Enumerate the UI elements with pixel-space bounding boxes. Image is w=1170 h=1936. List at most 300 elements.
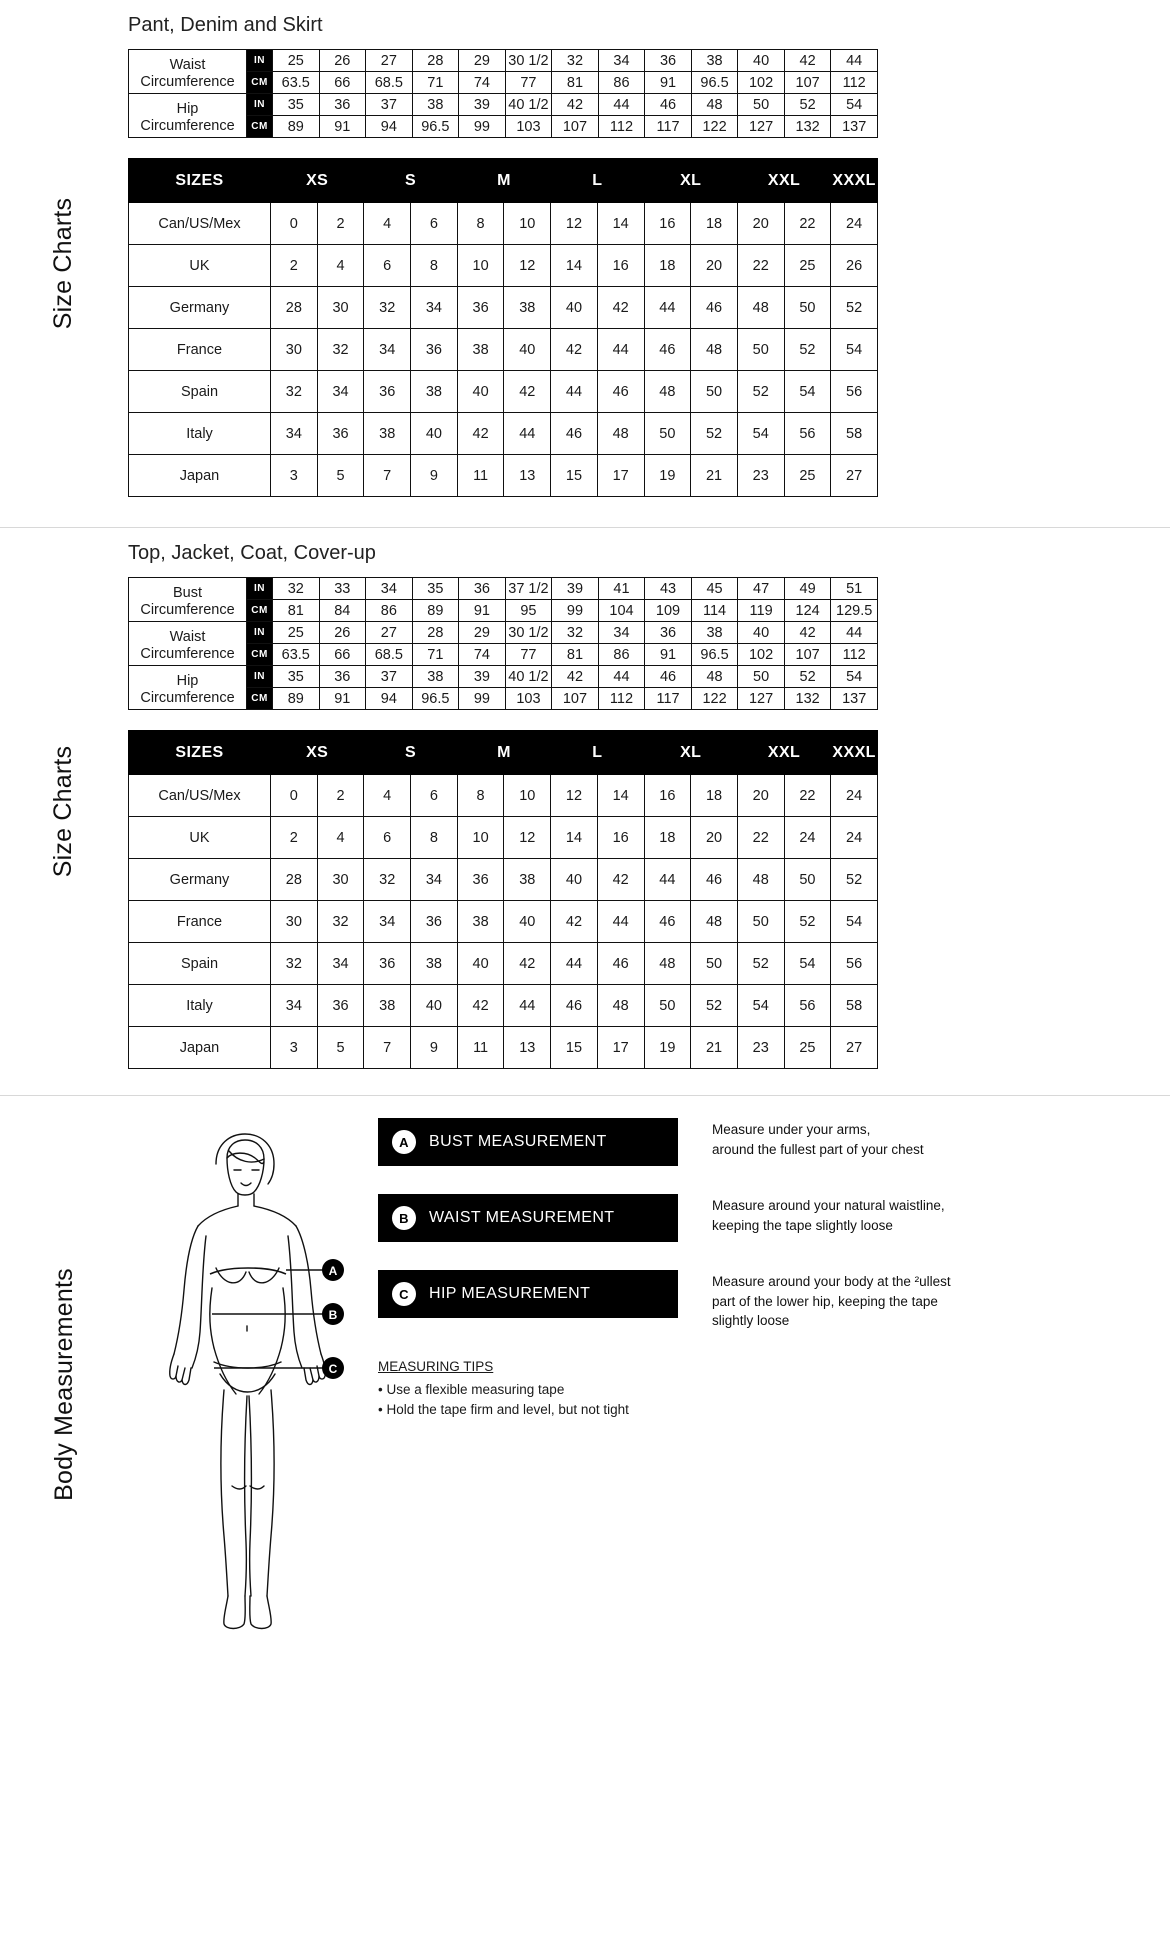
measurement-cell: 34: [366, 578, 413, 600]
size-group-header: M: [457, 731, 550, 775]
measurement-cell: 102: [738, 644, 785, 666]
measurement-cell: 89: [412, 600, 459, 622]
size-value-cell: 42: [551, 901, 598, 943]
size-value-cell: 24: [831, 775, 878, 817]
size-value-cell: 18: [644, 245, 691, 287]
measurement-cell: 91: [319, 116, 366, 138]
size-value-cell: 50: [644, 413, 691, 455]
size-value-cell: 17: [597, 455, 644, 497]
measurement-cell: 99: [552, 600, 599, 622]
size-value-cell: 3: [271, 455, 318, 497]
size-group-header: XS: [271, 731, 364, 775]
size-value-cell: 34: [317, 943, 364, 985]
measurement-cell: 35: [273, 666, 320, 688]
size-value-cell: 15: [551, 1027, 598, 1069]
measurement-cell: 81: [552, 72, 599, 94]
unit-label-in: IN: [247, 50, 273, 72]
measurement-badge: C: [392, 1282, 416, 1306]
size-value-cell: 22: [784, 203, 831, 245]
measurement-cell: 96.5: [691, 644, 738, 666]
measurement-cell: 66: [319, 644, 366, 666]
table-row: [129, 455, 878, 497]
size-value-cell: 23: [737, 1027, 784, 1069]
measurement-cell: 51: [831, 578, 878, 600]
size-value-cell: 40: [457, 943, 504, 985]
measurement-cell: 109: [645, 600, 692, 622]
measurement-cell: 107: [552, 116, 599, 138]
measurement-cell: 122: [691, 116, 738, 138]
size-value-cell: 46: [644, 329, 691, 371]
measurement-cell: 42: [784, 50, 831, 72]
measurement-cell: 36: [459, 578, 506, 600]
measurement-cell: 44: [831, 50, 878, 72]
measurement-cell: 91: [459, 600, 506, 622]
unit-label-cm: CM: [247, 72, 273, 94]
measurement-cell: 81: [273, 600, 320, 622]
measurement-row-in: [129, 666, 878, 688]
size-value-cell: 32: [317, 901, 364, 943]
size-value-cell: 20: [737, 775, 784, 817]
size-value-cell: 25: [784, 455, 831, 497]
size-value-cell: 48: [737, 859, 784, 901]
table-row: [129, 287, 878, 329]
measurement-cell: 71: [412, 72, 459, 94]
size-value-cell: 56: [831, 943, 878, 985]
section-pant-denim-skirt: [0, 0, 1170, 528]
size-value-cell: 54: [784, 943, 831, 985]
measurement-cell: 89: [273, 688, 320, 710]
side-label-text: Body Measurements: [49, 1268, 78, 1501]
size-value-cell: 40: [457, 371, 504, 413]
measurement-cell: 44: [831, 622, 878, 644]
size-value-cell: 46: [551, 413, 598, 455]
size-value-cell: 40: [504, 901, 551, 943]
measurement-row-in: [129, 622, 878, 644]
measurement-cell: 34: [598, 50, 645, 72]
size-value-cell: 42: [551, 329, 598, 371]
measurement-cell: 40 1/2: [505, 94, 552, 116]
size-value-cell: 22: [737, 817, 784, 859]
size-value-cell: 26: [831, 245, 878, 287]
measurement-cell: 81: [552, 644, 599, 666]
side-label-size-charts-1: [0, 0, 128, 527]
measurement-cell: 54: [831, 666, 878, 688]
size-value-cell: 10: [504, 203, 551, 245]
size-value-cell: 54: [737, 985, 784, 1027]
size-value-cell: 44: [504, 413, 551, 455]
size-value-cell: 24: [831, 817, 878, 859]
size-value-cell: 48: [597, 985, 644, 1027]
size-value-cell: 27: [831, 1027, 878, 1069]
size-value-cell: 38: [457, 901, 504, 943]
region-label: Germany: [129, 287, 271, 329]
size-value-cell: 40: [411, 413, 458, 455]
measurement-cell: 35: [273, 94, 320, 116]
size-value-cell: 40: [504, 329, 551, 371]
measurement-cell: 91: [645, 72, 692, 94]
sizes-table-pant: [128, 158, 878, 497]
size-group-header: S: [364, 731, 457, 775]
size-value-cell: 5: [317, 1027, 364, 1069]
measurement-cell: 74: [459, 644, 506, 666]
measurement-cell: 29: [459, 622, 506, 644]
size-value-cell: 40: [411, 985, 458, 1027]
size-value-cell: 46: [597, 371, 644, 413]
measurement-cell: 40 1/2: [505, 666, 552, 688]
size-value-cell: 50: [784, 859, 831, 901]
table-row: [129, 371, 878, 413]
size-value-cell: 6: [411, 203, 458, 245]
measurement-cell: 27: [366, 622, 413, 644]
measurement-cell: 49: [784, 578, 831, 600]
size-value-cell: 12: [551, 203, 598, 245]
size-value-cell: 34: [364, 901, 411, 943]
size-value-cell: 30: [271, 329, 318, 371]
measurement-cell: 112: [598, 116, 645, 138]
measurement-cell: 36: [645, 622, 692, 644]
size-group-header: XS: [271, 159, 364, 203]
size-value-cell: 8: [457, 203, 504, 245]
measurement-cell: 40: [738, 622, 785, 644]
size-value-cell: 2: [317, 203, 364, 245]
measurement-cell: 43: [645, 578, 692, 600]
size-value-cell: 48: [644, 371, 691, 413]
measurement-cell: 38: [691, 622, 738, 644]
size-value-cell: 50: [691, 371, 738, 413]
measurement-cell: 37: [366, 666, 413, 688]
region-label: Japan: [129, 1027, 271, 1069]
measurement-cell: 32: [273, 578, 320, 600]
size-value-cell: 48: [691, 329, 738, 371]
measurement-cell: 132: [784, 116, 831, 138]
sizes-table-top: [128, 730, 878, 1069]
measurement-cell: 42: [552, 94, 599, 116]
region-label: Can/US/Mex: [129, 203, 271, 245]
size-group-header: S: [364, 159, 457, 203]
table-row: [129, 775, 878, 817]
measurement-cell: 132: [784, 688, 831, 710]
measuring-tips-heading: MEASURING TIPS: [378, 1358, 494, 1374]
measurement-table-top: [128, 577, 1134, 710]
sizes-header-label: SIZES: [129, 159, 271, 203]
unit-label-in: IN: [247, 666, 273, 688]
measurement-cell: 86: [598, 644, 645, 666]
measurement-instruction-row: [378, 1194, 1134, 1242]
size-value-cell: 48: [644, 943, 691, 985]
size-value-cell: 32: [271, 371, 318, 413]
size-value-cell: 6: [364, 817, 411, 859]
size-value-cell: 9: [411, 1027, 458, 1069]
size-value-cell: 50: [691, 943, 738, 985]
size-value-cell: 22: [784, 775, 831, 817]
size-value-cell: 36: [317, 413, 364, 455]
measurement-cell: 84: [319, 600, 366, 622]
measurement-cell: 35: [412, 578, 459, 600]
size-value-cell: 58: [831, 985, 878, 1027]
measurement-cell: 63.5: [273, 72, 320, 94]
size-value-cell: 50: [784, 287, 831, 329]
measurement-cell: 27: [366, 50, 413, 72]
size-value-cell: 46: [597, 943, 644, 985]
size-value-cell: 36: [411, 901, 458, 943]
measurement-cell: 36: [319, 666, 366, 688]
sizes-header-row: [129, 159, 878, 203]
size-value-cell: 13: [504, 1027, 551, 1069]
size-value-cell: 8: [411, 245, 458, 287]
size-value-cell: 34: [317, 371, 364, 413]
measurement-cell: 66: [319, 72, 366, 94]
size-value-cell: 38: [411, 943, 458, 985]
size-value-cell: 46: [691, 859, 738, 901]
measurement-cell: 40: [738, 50, 785, 72]
measurement-cell: 46: [645, 666, 692, 688]
size-value-cell: 28: [271, 859, 318, 901]
region-label: France: [129, 901, 271, 943]
size-value-cell: 42: [504, 943, 551, 985]
measurement-cell: 45: [691, 578, 738, 600]
measurement-cell: 107: [784, 72, 831, 94]
measurement-cell: 39: [459, 666, 506, 688]
size-value-cell: 42: [457, 413, 504, 455]
size-value-cell: 30: [317, 287, 364, 329]
measurement-cell: 94: [366, 116, 413, 138]
side-label-body-measurements: [0, 1096, 128, 1673]
size-value-cell: 38: [364, 985, 411, 1027]
size-value-cell: 14: [597, 775, 644, 817]
size-value-cell: 4: [317, 245, 364, 287]
measurement-cell: 112: [831, 72, 878, 94]
unit-label-cm: CM: [247, 688, 273, 710]
size-value-cell: 42: [457, 985, 504, 1027]
measurement-cell: 33: [319, 578, 366, 600]
measurement-row-label: Waist Circumference: [129, 50, 247, 94]
size-value-cell: 15: [551, 455, 598, 497]
measurement-description: Measure around your body at the ²ullest part of the lower hip, keeping the tape slightly loose: [712, 1274, 951, 1329]
size-value-cell: 56: [784, 413, 831, 455]
measurement-instruction-row: [378, 1270, 1134, 1331]
measurement-cell: 102: [738, 72, 785, 94]
measurement-cell: 30 1/2: [505, 622, 552, 644]
size-value-cell: 30: [317, 859, 364, 901]
size-value-cell: 6: [364, 245, 411, 287]
measurement-cell: 71: [412, 644, 459, 666]
measurement-cell: 50: [738, 94, 785, 116]
size-value-cell: 12: [504, 817, 551, 859]
size-value-cell: 21: [691, 455, 738, 497]
body-figure-illustration: [128, 1118, 368, 1643]
size-value-cell: 36: [317, 985, 364, 1027]
unit-label-cm: CM: [247, 644, 273, 666]
table-row: [129, 817, 878, 859]
size-value-cell: 18: [691, 203, 738, 245]
measurement-cell: 38: [691, 50, 738, 72]
size-value-cell: 38: [364, 413, 411, 455]
size-value-cell: 23: [737, 455, 784, 497]
section-top-jacket-coat: [0, 528, 1170, 1096]
size-value-cell: 32: [317, 329, 364, 371]
size-value-cell: 50: [644, 985, 691, 1027]
page-title-pant: Pant, Denim and Skirt: [128, 14, 323, 36]
size-value-cell: 32: [364, 859, 411, 901]
size-value-cell: 34: [411, 859, 458, 901]
measurement-cell: 37: [366, 94, 413, 116]
size-value-cell: 44: [551, 371, 598, 413]
size-value-cell: 32: [271, 943, 318, 985]
measurement-cell: 89: [273, 116, 320, 138]
size-value-cell: 54: [784, 371, 831, 413]
region-label: UK: [129, 245, 271, 287]
measurement-cell: 30 1/2: [505, 50, 552, 72]
measurement-row-in: [129, 50, 878, 72]
size-value-cell: 34: [271, 985, 318, 1027]
measurement-cell: 119: [738, 600, 785, 622]
measurement-cell: 96.5: [412, 688, 459, 710]
measurement-cell: 44: [598, 94, 645, 116]
measurement-cell: 112: [598, 688, 645, 710]
size-value-cell: 36: [411, 329, 458, 371]
size-value-cell: 10: [504, 775, 551, 817]
measurement-cell: 29: [459, 50, 506, 72]
size-value-cell: 48: [597, 413, 644, 455]
size-value-cell: 14: [551, 245, 598, 287]
size-value-cell: 7: [364, 1027, 411, 1069]
region-label: Italy: [129, 413, 271, 455]
size-value-cell: 42: [597, 287, 644, 329]
size-value-cell: 12: [551, 775, 598, 817]
size-value-cell: 36: [364, 371, 411, 413]
measurement-cell: 124: [784, 600, 831, 622]
size-value-cell: 54: [831, 329, 878, 371]
size-value-cell: 52: [784, 901, 831, 943]
measurement-cell: 38: [412, 666, 459, 688]
measurement-row-label: Hip Circumference: [129, 666, 247, 710]
size-value-cell: 34: [411, 287, 458, 329]
measurement-cell: 36: [319, 94, 366, 116]
measurement-cell: 54: [831, 94, 878, 116]
size-value-cell: 22: [737, 245, 784, 287]
size-value-cell: 4: [317, 817, 364, 859]
measurement-cell: 25: [273, 622, 320, 644]
measurement-badge: B: [392, 1206, 416, 1230]
table-row: [129, 245, 878, 287]
measuring-tips: [378, 1359, 1134, 1421]
measurement-cell: 91: [645, 644, 692, 666]
size-value-cell: 46: [644, 901, 691, 943]
sizes-header-label: SIZES: [129, 731, 271, 775]
size-value-cell: 46: [691, 287, 738, 329]
size-value-cell: 44: [597, 901, 644, 943]
table-row: [129, 1027, 878, 1069]
table-row: [129, 859, 878, 901]
measurement-cell: 46: [645, 94, 692, 116]
size-value-cell: 18: [691, 775, 738, 817]
measurement-row-label: Hip Circumference: [129, 94, 247, 138]
size-value-cell: 44: [504, 985, 551, 1027]
size-value-cell: 52: [831, 287, 878, 329]
measurement-cell: 99: [459, 688, 506, 710]
measurement-cell: 77: [505, 644, 552, 666]
size-value-cell: 19: [644, 455, 691, 497]
size-value-cell: 56: [784, 985, 831, 1027]
measurement-cell: 117: [645, 116, 692, 138]
measurement-cell: 112: [831, 644, 878, 666]
size-value-cell: 25: [784, 1027, 831, 1069]
size-value-cell: 34: [364, 329, 411, 371]
size-value-cell: 12: [504, 245, 551, 287]
measurement-cell: 107: [784, 644, 831, 666]
size-value-cell: 42: [597, 859, 644, 901]
size-value-cell: 40: [551, 859, 598, 901]
size-value-cell: 44: [597, 329, 644, 371]
measuring-tip-2: • Hold the tape firm and level, but not tight: [378, 1401, 629, 1417]
size-value-cell: 10: [457, 817, 504, 859]
measurement-cell: 129.5: [831, 600, 878, 622]
region-label: France: [129, 329, 271, 371]
measurement-cell: 103: [505, 688, 552, 710]
body-measurement-instructions: [368, 1118, 1134, 1643]
size-value-cell: 48: [737, 287, 784, 329]
size-value-cell: 20: [691, 817, 738, 859]
size-value-cell: 18: [644, 817, 691, 859]
size-value-cell: 25: [784, 245, 831, 287]
measuring-tip-1: • Use a flexible measuring tape: [378, 1381, 565, 1397]
size-value-cell: 52: [737, 371, 784, 413]
table-row: [129, 943, 878, 985]
size-value-cell: 36: [364, 943, 411, 985]
measurement-title: BUST MEASUREMENT: [429, 1133, 607, 1150]
measurement-cell: 38: [412, 94, 459, 116]
measurement-cell: 104: [598, 600, 645, 622]
measurement-row-label: Waist Circumference: [129, 622, 247, 666]
size-value-cell: 17: [597, 1027, 644, 1069]
size-value-cell: 32: [364, 287, 411, 329]
measurement-cell: 74: [459, 72, 506, 94]
measurement-cell: 34: [598, 622, 645, 644]
measurement-cell: 91: [319, 688, 366, 710]
table-row: [129, 203, 878, 245]
size-value-cell: 50: [737, 329, 784, 371]
size-value-cell: 58: [831, 413, 878, 455]
size-value-cell: 9: [411, 455, 458, 497]
female-body-figure-icon: [128, 1118, 368, 1638]
size-value-cell: 52: [691, 413, 738, 455]
measurement-cell: 99: [459, 116, 506, 138]
measurement-cell: 52: [784, 94, 831, 116]
size-value-cell: 5: [317, 455, 364, 497]
region-label: Can/US/Mex: [129, 775, 271, 817]
size-value-cell: 44: [644, 287, 691, 329]
measurement-cell: 68.5: [366, 72, 413, 94]
table-row: [129, 901, 878, 943]
size-group-header: XXXL: [831, 159, 878, 203]
size-value-cell: 19: [644, 1027, 691, 1069]
measurement-cell: 48: [691, 94, 738, 116]
measurement-cell: 127: [738, 688, 785, 710]
size-value-cell: 38: [504, 287, 551, 329]
size-value-cell: 46: [551, 985, 598, 1027]
region-label: UK: [129, 817, 271, 859]
size-value-cell: 36: [457, 859, 504, 901]
size-value-cell: 14: [551, 817, 598, 859]
size-value-cell: 38: [411, 371, 458, 413]
measurement-title-bar: [378, 1194, 678, 1242]
measurement-cell: 77: [505, 72, 552, 94]
size-value-cell: 8: [457, 775, 504, 817]
measurement-badge: A: [392, 1130, 416, 1154]
size-value-cell: 38: [504, 859, 551, 901]
size-value-cell: 10: [457, 245, 504, 287]
size-value-cell: 52: [784, 329, 831, 371]
